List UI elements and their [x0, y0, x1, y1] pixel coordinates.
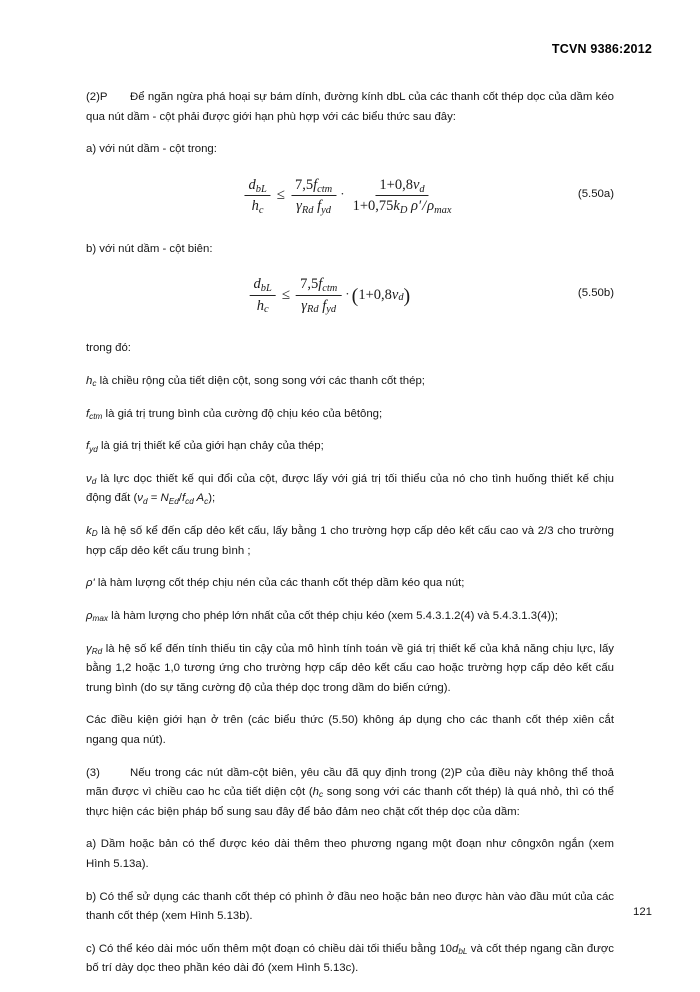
eq-b-f1-den-f-sub: yd: [326, 304, 337, 316]
definition-fctm: [86, 405, 614, 425]
eq-a-f2-num-nu: ν: [412, 176, 420, 193]
eq-a-second-fraction: [349, 176, 456, 215]
measure-item-c-text-a: c) Có thể kéo dài móc uốn thêm một đoạn có chiều dài tối thiểu bằng 10: [86, 942, 453, 955]
definition-rho-max-text: là hàm lượng cho phép lớn nhất của cốt thép chịu kéo (xem 5.4.3.1.2(4) và 5.4.3.1.3(4));: [108, 609, 558, 622]
definition-nu-d-symbol: ν: [86, 472, 92, 485]
eq-a-f1-den-f-sub: yd: [321, 204, 332, 216]
eq-a-f2-den-slash: /: [422, 197, 427, 214]
eq-b-lhs-num-sub: bL: [260, 283, 272, 295]
eq-a-f2-den-k-sub: D: [399, 204, 408, 216]
definition-fctm-symbol: f: [86, 407, 90, 420]
definition-rho-max: [86, 607, 614, 627]
definition-rho-prime: [86, 574, 614, 594]
eq-a-f2-den-text: 1+0,75: [352, 197, 394, 214]
clause-3-text-a: Nếu trong các nút dầm-cột biên, yêu cầu đã quy định trong (2)P của điều này không thể thoả mãn được vì chiều cao hc của tiết diện cột (: [86, 766, 614, 799]
eq-a-lhs-num-sub: bL: [255, 183, 267, 195]
eq-b-f1-den-gamma: γ: [301, 297, 307, 314]
definition-kd-text: là hệ số kể đến cấp dẻo kết cấu, lấy bằng 1 cho trường hợp cấp dẻo kết cấu cao và 2/3 cho trường hợp cấp dẻo kết cấu trung bình ;: [86, 525, 614, 557]
eq-a-lhs-fraction: [244, 176, 270, 215]
measure-item-c-symbol: d: [452, 942, 459, 955]
eq-a-f1-num-coef: 7,5: [294, 176, 314, 193]
eq-b-f1-den-f: f: [322, 297, 327, 314]
eq-a-f1-num-sub: ctm: [317, 183, 333, 195]
definition-gamma-rd-symbol: γ: [86, 642, 92, 655]
eq-b-lhs-fraction: [250, 275, 276, 314]
definition-nu-d-inline-nu: ν: [137, 492, 143, 505]
eq-a-f2-num-text: 1+0,8: [379, 176, 413, 193]
where-label: trong đó:: [86, 342, 131, 355]
page-number: 121: [632, 906, 652, 918]
eq-a-lhs-num-symbol: d: [248, 176, 256, 193]
definition-nu-d-inline-equals: =: [147, 492, 161, 505]
case-a-label: a) với nút dầm - cột trong:: [86, 143, 217, 156]
measure-item-c-subscript: bL: [458, 947, 468, 957]
eq-a-multiply-dot: ·: [340, 186, 345, 202]
eq-b-tail-nu: ν: [391, 286, 399, 303]
definition-hc-symbol: h: [86, 375, 93, 388]
eq-a-f2-num-nu-sub: d: [419, 183, 425, 195]
equation-5-50a-body: [242, 176, 457, 215]
clause-3-marker: (3): [86, 766, 100, 779]
eq-a-lhs-den-symbol: h: [251, 197, 259, 214]
definition-nu-d-inline-slash: /: [178, 492, 182, 505]
definition-kd-symbol: k: [86, 525, 92, 538]
definition-rho-prime-symbol: ρ: [86, 577, 93, 590]
definition-rho-prime-text: là hàm lượng cốt thép chịu nén của các thanh cốt thép dầm kéo qua nút;: [94, 577, 465, 590]
definition-nu-d-inline-n-sub: Ed: [168, 496, 179, 506]
definition-nu-d-subscript: d: [91, 477, 97, 487]
definition-gamma-rd-text: là hệ số kể đến tính thiếu tin cậy của mô hình tính toán về giá trị thiết kế của khả năng chịu lực, lấy bằng 1,2 hoặc 1,0 tương ứng cho trường hợp cấp dẻo kết cấu cao hoặc trường hợp cấp dẻo kết cấu trung bình (do sự tăng cường độ của thép dọc trong dầm do biến cứng).: [86, 642, 614, 694]
eq-b-relation: ≤: [281, 286, 291, 303]
clause-2p-paragraph: [86, 88, 614, 127]
eq-b-f1-num-sub: ctm: [322, 283, 338, 295]
definition-rho-max-symbol: ρ: [86, 609, 93, 622]
document-body: [86, 88, 614, 992]
eq-a-f1-den-gamma-sub: Rd: [301, 204, 314, 216]
definition-nu-d-text-b: );: [208, 492, 216, 505]
definition-nu-d-text-a: là lực dọc thiết kế qui đổi của cột, được lấy với giá trị tối thiểu của nó cho tình huống thiết kế chịu động đất (: [86, 472, 614, 505]
eq-b-tail-text: 1+0,8: [358, 286, 392, 303]
definition-rho-prime-mark: ': [92, 577, 95, 590]
definition-nu-d-inline-n: N: [160, 492, 169, 505]
definition-kd: [86, 522, 614, 561]
eq-a-f1-num-symbol: f: [313, 176, 318, 193]
definition-fctm-text: là giá trị trung bình của cường độ chịu kéo của bêtông;: [102, 407, 383, 420]
definition-nu-d-inline-f-sub: cd: [185, 496, 194, 506]
limit-conditions-note: Các điều kiện giới hạn ở trên (các biểu thức (5.50) không áp dụng cho các thanh cốt thép xiên cắt ngang qua nút).: [86, 714, 614, 746]
definition-fyd-symbol: f: [86, 440, 90, 453]
eq-a-f1-den-f: f: [317, 197, 322, 214]
definition-nu-d-inline-f: f: [181, 492, 186, 505]
document-header: TCVN 9386:2012: [551, 42, 652, 56]
eq-b-f1-num-symbol: f: [318, 276, 323, 293]
definition-hc: [86, 372, 614, 392]
clause-3-inline-h-sub: c: [319, 790, 324, 800]
measure-item-a: a) Dầm hoặc bản có thể được kéo dài thêm theo phương ngang một đoạn như côngxôn ngắn (xem Hình 5.13a).: [86, 838, 614, 871]
eq-b-lhs-den-sub: c: [263, 304, 269, 316]
measure-item-b: b) Có thể sử dụng các thanh cốt thép có phình ở đầu neo hoặc bản neo được hàn vào đầu mút của các thanh cốt thép (xem Hình 5.13b).: [86, 890, 614, 923]
clause-2p-marker: (2)P: [86, 91, 108, 103]
definition-gamma-rd-subscript: Rd: [91, 646, 103, 656]
eq-a-first-fraction: [291, 176, 336, 215]
definition-gamma-rd: [86, 640, 614, 699]
eq-b-paren-close: ): [403, 285, 411, 308]
eq-a-f2-den-k: k: [393, 197, 400, 214]
measure-item-c-text-b: và cốt thép ngang cần được bố trí dày dọc theo phần kéo dài đó (xem Hình 5.13c).: [86, 942, 614, 975]
definition-nu-d-inline-a-sub: c: [204, 496, 209, 506]
definition-fyd-text: là giá trị thiết kế của giới hạn chảy của thép;: [97, 440, 324, 453]
eq-b-f1-num-coef: 7,5: [300, 276, 319, 293]
case-b-label: b) với nút dầm - cột biên:: [86, 242, 213, 255]
definition-hc-subscript: c: [92, 379, 97, 389]
definition-rho-max-subscript: max: [92, 614, 108, 624]
definition-fyd: [86, 437, 614, 457]
equation-5-50a-number: (5.50a): [577, 187, 614, 200]
definition-nu-d-inline-a: A: [193, 492, 205, 505]
eq-a-f1-den-gamma: γ: [296, 197, 302, 214]
equation-5-50b-number: (5.50b): [577, 287, 614, 300]
equation-5-50b-body: [248, 275, 411, 314]
definition-nu-d: [86, 470, 614, 509]
eq-a-f2-den-rho-max: ρ: [427, 197, 435, 214]
eq-a-relation: ≤: [276, 186, 285, 203]
equation-5-50b: [86, 275, 614, 321]
definition-nu-d-inline-nu-sub: d: [143, 496, 148, 506]
eq-b-multiply-dot: ·: [345, 286, 350, 302]
definition-fctm-subscript: ctm: [89, 411, 103, 421]
definition-kd-subscript: D: [91, 529, 98, 539]
clause-2p-text: Để ngăn ngừa phá hoại sự bám dính, đường kính dbL của các thanh cốt thép dọc của dầm kéo qua nút dầm - cột phải được giới hạn phù hợp với các biểu thức sau đây:: [86, 91, 614, 123]
clause-3-text-b: song song với các thanh cốt thép) là quá nhỏ, thì có thể thực hiện các biện pháp bổ sung sau đây để bảo đảm neo chặt cốt thép dọc của dầm:: [86, 786, 614, 818]
clause-3-paragraph: [86, 764, 614, 823]
eq-b-tail-nu-sub: d: [398, 292, 404, 304]
definition-hc-text: là chiều rộng của tiết diện cột, song song với các thanh cốt thép;: [96, 375, 425, 388]
eq-a-lhs-den-sub: c: [258, 204, 264, 216]
eq-b-first-fraction: [296, 275, 341, 314]
eq-b-paren-open: (: [351, 285, 359, 308]
eq-a-f2-den-rho: ρ′: [410, 197, 422, 214]
eq-b-f1-den-gamma-sub: Rd: [306, 304, 319, 316]
eq-a-f2-den-rho-max-sub: max: [434, 204, 452, 216]
definition-fyd-subscript: yd: [89, 444, 98, 454]
measure-item-c: [86, 940, 614, 979]
clause-3-inline-h: h: [312, 786, 319, 799]
eq-b-lhs-num-symbol: d: [253, 276, 261, 293]
equation-5-50a: [86, 176, 614, 222]
eq-b-lhs-den-symbol: h: [256, 297, 264, 314]
